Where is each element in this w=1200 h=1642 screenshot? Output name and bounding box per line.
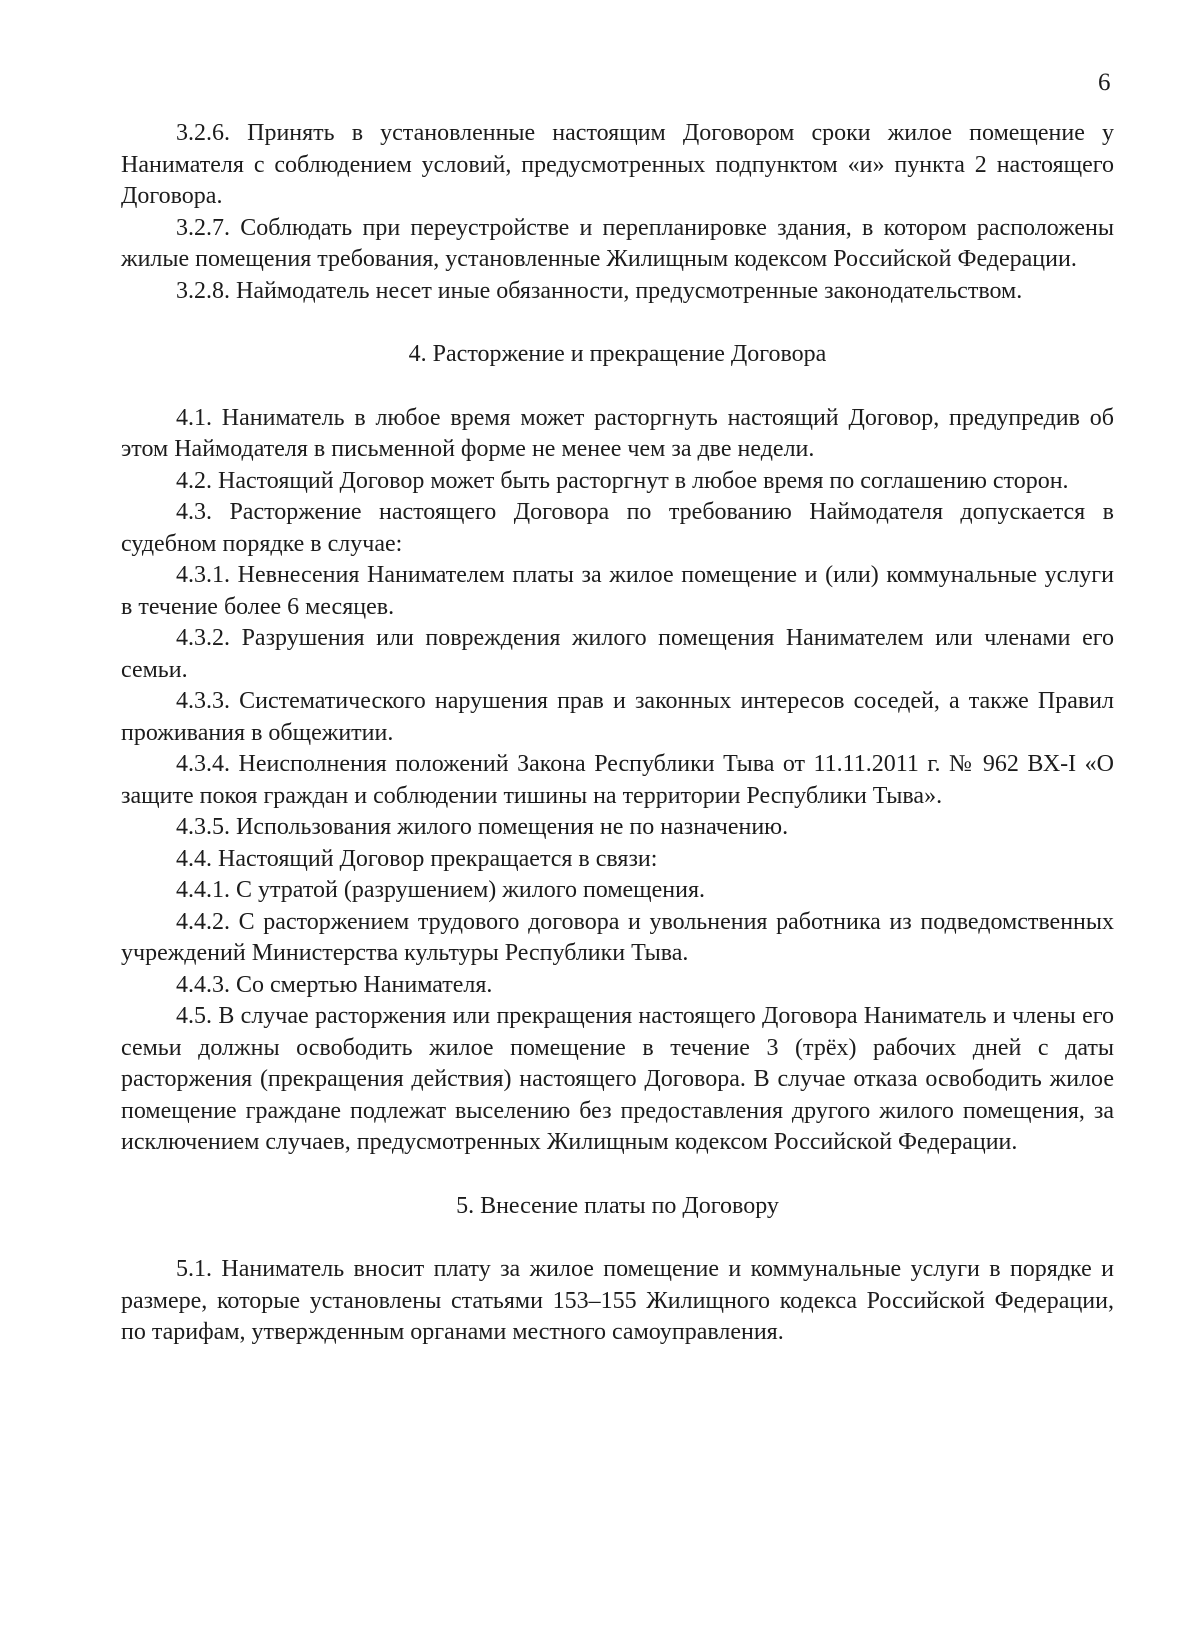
clause-4-3-4: 4.3.4. Неисполнения положений Закона Республики Тыва от 11.11.2011 г. № 962 ВХ-I «О защите покоя граждан и соблюдении тишины на территории Республики Тыва».	[121, 751, 1114, 809]
clause-4-1: 4.1. Наниматель в любое время может расторгнуть настоящий Договор, предупредив об этом Наймодателя в письменной форме не менее чем за две недели.	[121, 404, 1114, 462]
clause-4-3-1: 4.3.1. Невнесения Нанимателем платы за жилое помещение и (или) коммунальные услуги в течение более 6 месяцев.	[121, 562, 1114, 620]
page-number: 6	[1098, 69, 1111, 96]
section-heading-5: 5. Внесение платы по Договору	[456, 1192, 779, 1219]
clause-3-2-6: 3.2.6. Принять в установленные настоящим Договором сроки жилое помещение у Нанимателя с соблюдением условий, предусмотренных подпунктом «и» пункта 2 настоящего Договора.	[121, 120, 1114, 209]
document-body	[121, 118, 1114, 1349]
clause-4-3: 4.3. Расторжение настоящего Договора по требованию Наймодателя допускается в судебном порядке в случае:	[121, 499, 1114, 557]
clause-4-4-3: 4.4.3. Со смертью Нанимателя.	[176, 971, 493, 998]
clause-5-1: 5.1. Наниматель вносит плату за жилое помещение и коммунальные услуги в порядке и размере, которые установлены статьями 153–155 Жилищного кодекса Российской Федерации, по тарифам, утвержденным органами местного самоуправления.	[121, 1256, 1114, 1345]
clause-4-3-3: 4.3.3. Систематического нарушения прав и законных интересов соседей, а также Правил проживания в общежитии.	[121, 688, 1114, 746]
clause-4-5: 4.5. В случае расторжения или прекращения настоящего Договора Наниматель и члены его семьи должны освободить жилое помещение в течение 3 (трёх) рабочих дней с даты расторжения (прекращения действия) настоящего Договора. В случае отказа освободить жилое помещение граждане подлежат выселению без предоставления другого жилого помещения, за исключением случаев, предусмотренных Жилищным кодексом Российской Федерации.	[121, 1003, 1114, 1155]
clause-4-3-5: 4.3.5. Использования жилого помещения не по назначению.	[176, 814, 789, 840]
clause-3-2-7: 3.2.7. Соблюдать при переустройстве и перепланировке здания, в котором расположены жилые помещения требования, установленные Жилищным кодексом Российской Федерации.	[121, 214, 1114, 272]
clause-4-4-2: 4.4.2. С расторжением трудового договора и увольнения работника из подведомственных учреждений Министерства культуры Республики Тыва.	[121, 908, 1114, 966]
clause-4-2: 4.2. Настоящий Договор может быть расторгнут в любое время по соглашению сторон.	[176, 467, 1069, 494]
section-heading-4: 4. Расторжение и прекращение Договора	[408, 341, 827, 367]
clause-4-4-1: 4.4.1. С утратой (разрушением) жилого помещения.	[176, 877, 706, 903]
clause-4-3-2: 4.3.2. Разрушения или повреждения жилого помещения Нанимателем или членами его семьи.	[121, 625, 1114, 683]
clause-3-2-8: 3.2.8. Наймодатель несет иные обязанности, предусмотренные законодательством.	[176, 277, 1023, 304]
clause-4-4: 4.4. Настоящий Договор прекращается в связи:	[176, 845, 658, 872]
